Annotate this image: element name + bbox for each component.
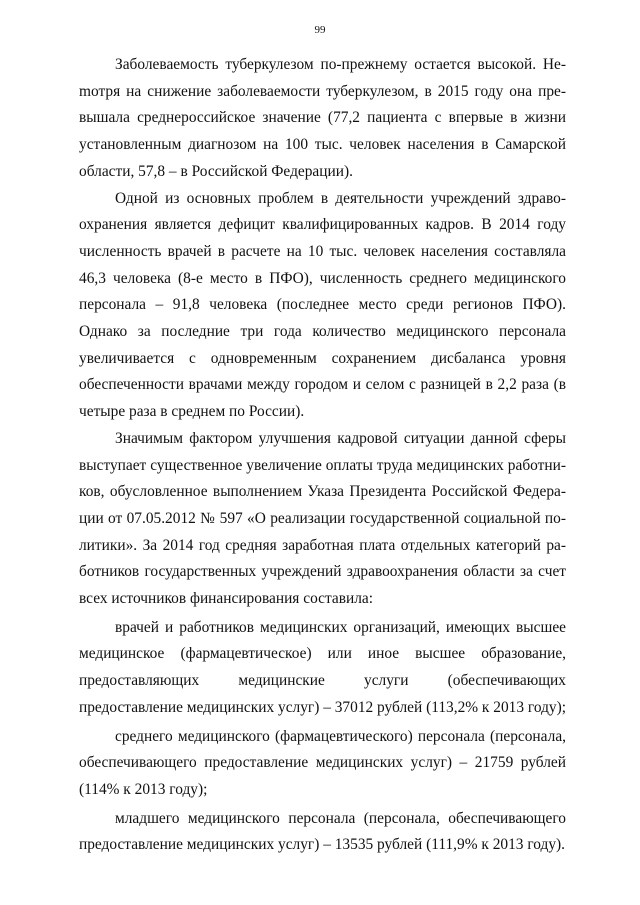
document-body <box>79 52 566 859</box>
paragraph-tuberculosis: Заболеваемость туберкулезом по-прежнему остается высокой. Неmотря на снижение заболеваемости туберкулезом, в 2015 году она превышала среднероссийское значение (77,2 пациента с впервые в жизни установленным диагнозом на 100 тыс. человек населения в Самарской области, 57,8 – в Российской Федерации). <box>79 56 566 180</box>
list-item-junior-staff-salary: младшего медицинского персонала (персонала, обеспечивающего предоставление медицинских услуг) – 13535 рублей (111,9% к 2013 году). <box>79 809 566 854</box>
paragraph-salary: Значимым фактором улучшения кадровой ситуации данной сферы выступает существенное увеличение оплаты труда медицинских работников, обусловленное выполнением Указа Президента Российской Федерации от 07.05.2012 № 597 «О реализации государственной социальной политики». За 2014 год средняя заработная плата отдельных категорий работников государственных учреждений здравоохранения области за счет всех источников финансирования составила: <box>79 429 566 608</box>
page-number: 99 <box>314 24 326 36</box>
list-item-nurses-salary: среднего медицинского (фармацевтического) персонала (персонала, обеспечивающего предоставление медицинских услуг) – 21759 рублей (114% к 2013 году); <box>79 727 566 798</box>
list-item-doctors-salary: врачей и работников медицинских организаций, имеющих высшее медицинское (фармацевтическое) или иное высшее образование, предоставляющих медицинские услуги (обеспечивающих предоставление медицинских услуг) – 37012 рублей (113,2% к 2013 году); <box>79 618 566 716</box>
paragraph-staff-shortage: Одной из основных проблем в деятельности учреждений здравоохранения является дефицит квалифицированных кадров. В 2014 году численность врачей в расчете на 10 тыс. человек населения составляла 46,3 человека (8-е место в ПФО), численность среднего медицинского персонала – 91,8 человека (последнее место среди регионов ПФО). Однако за последние три года количество медицинского персонала увеличивается с одновременным сохранением дисбаланса уровня обеспеченности врачами между городом и селом с разницей в 2,2 раза (в четыре раза в среднем по России). <box>79 189 566 421</box>
